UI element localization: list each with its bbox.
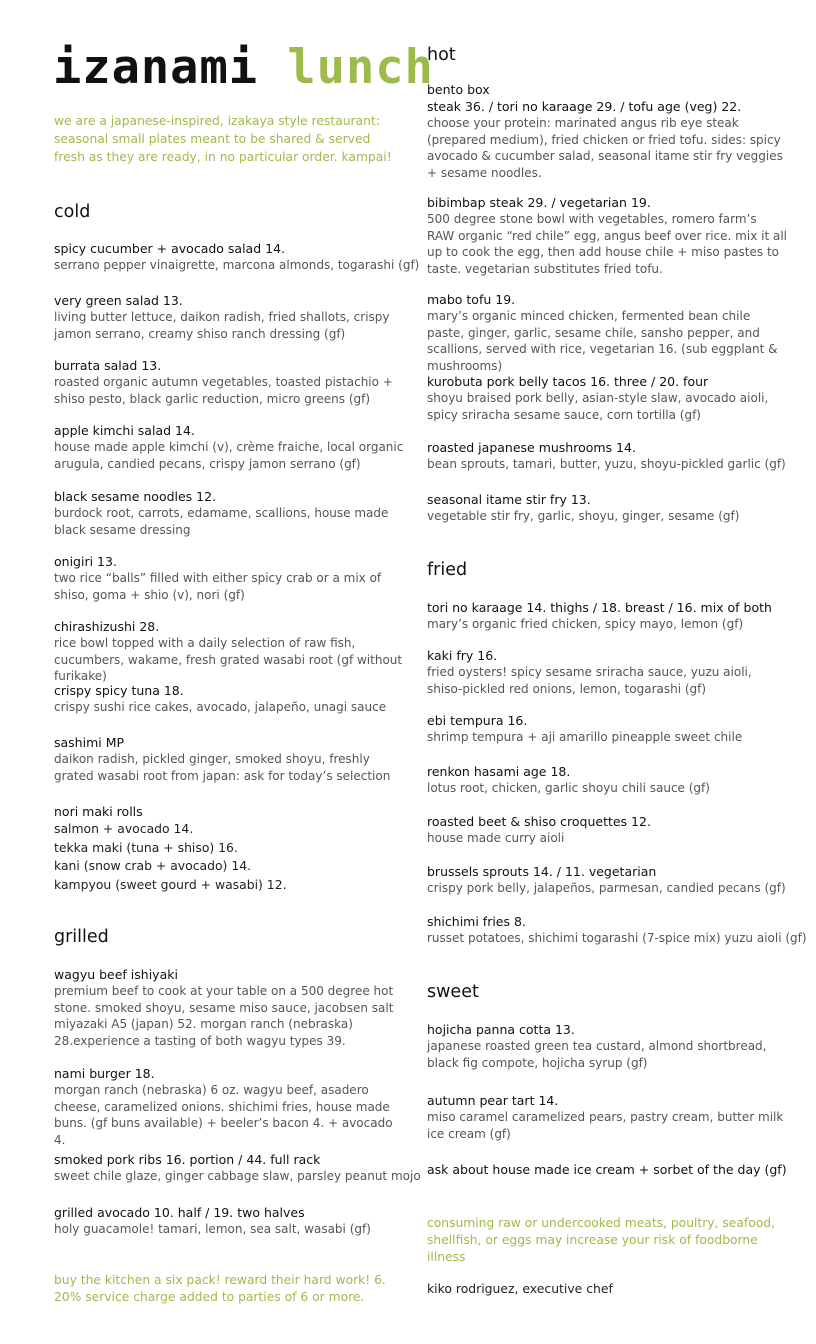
- item-description: crispy pork belly, jalapeños, parmesan, candied pecans (gf): [427, 881, 786, 895]
- menu-item: [427, 1021, 787, 1071]
- menu-item: [427, 863, 787, 897]
- menu-item: [427, 439, 787, 473]
- nori-maki-rolls: [54, 803, 404, 894]
- item-title: very green salad 13.: [54, 293, 183, 308]
- roll-line: salmon + avocado 14.: [54, 821, 194, 836]
- item-description: two rice “balls” filled with either spicy crab or a mix of shiso, goma + shio (v), nori (gf): [54, 571, 382, 602]
- item-description: burdock root, carrots, edamame, scallions, house made black sesame dressing: [54, 506, 389, 537]
- menu-item: [427, 1092, 787, 1142]
- menu-item: [427, 373, 787, 423]
- item-description: fried oysters! spicy sesame sriracha sauce, yuzu aioli, shiso-pickled red onions, lemon, togarashi (gf): [427, 665, 752, 696]
- item-description: choose your protein: marinated angus rib eye steak (prepared medium), fried chicken or fried tofu. sides: spicy avocado & cucumber salad, seasonal itame stir fry veggies + sesame noodles.: [427, 116, 783, 180]
- foodborne-illness-warning: consuming raw or undercooked meats, poultry, seafood, shellfish, or eggs may increase your risk of foodborne illness: [427, 1216, 775, 1264]
- item-title: grilled avocado 10. half / 19. two halves: [54, 1205, 305, 1220]
- item-description: lotus root, chicken, garlic shoyu chili sauce (gf): [427, 781, 710, 795]
- item-title: bento box: [427, 82, 490, 97]
- item-description: house made curry aioli: [427, 831, 565, 845]
- item-description: russet potatoes, shichimi togarashi (7-spice mix) yuzu aioli (gf): [427, 931, 807, 945]
- roll-line: kani (snow crab + avocado) 14.: [54, 858, 252, 873]
- menu-item: [54, 734, 404, 784]
- kitchen-note: [54, 1272, 414, 1306]
- item-description: serrano pepper vinaigrette, marcona almonds, togarashi (gf): [54, 258, 420, 272]
- menu-item: [54, 357, 404, 407]
- menu-item: [427, 81, 787, 181]
- menu-item: [427, 712, 787, 746]
- item-title: sashimi MP: [54, 735, 125, 750]
- menu-item: [427, 913, 807, 947]
- menu-item: [54, 1151, 421, 1185]
- menu-item: [427, 194, 787, 277]
- item-title: smoked pork ribs 16. portion / 44. full rack: [54, 1152, 321, 1167]
- menu-item: [54, 618, 404, 685]
- item-description: shrimp tempura + aji amarillo pineapple sweet chile: [427, 730, 743, 744]
- menu-item: [54, 1204, 404, 1238]
- item-description: mary’s organic minced chicken, fermented bean chile paste, ginger, garlic, sesame chile, sansho pepper, and scallions, served with rice, vegetarian 16. (sub eggplant & mushrooms): [427, 309, 778, 373]
- item-description: sweet chile glaze, ginger cabbage slaw, parsley peanut mojo: [54, 1169, 421, 1183]
- item-description: rice bowl topped with a daily selection of raw fish, cucumbers, wakame, fresh grated wasabi root (gf without furikake): [54, 636, 403, 683]
- menu-item: [427, 1161, 787, 1178]
- menu-item: [54, 966, 404, 1049]
- service-charge-line: 20% service charge added to parties of 6 or more.: [54, 1290, 365, 1304]
- item-price-options: steak 36. / tori no karaage 29. / tofu age (veg) 22.: [427, 99, 742, 114]
- item-title: autumn pear tart 14.: [427, 1093, 559, 1108]
- menu-item: [427, 491, 787, 525]
- menu-item: [427, 813, 787, 847]
- item-description: 500 degree stone bowl with vegetables, romero farm’s RAW organic “red chile” egg, angus beef over rice. mix it all up to cook the egg, then add house chile + miso pastes to taste. vegetarian substitutes fried tofu.: [427, 212, 787, 276]
- intro-text: we are a japanese-inspired, izakaya style restaurant: seasonal small plates meant to be shared & served fresh as they are ready, in no particular order. kampai!: [54, 114, 392, 164]
- section-heading-cold: cold: [54, 202, 91, 222]
- item-title: black sesame noodles 12.: [54, 489, 217, 504]
- menu-item: [54, 1065, 404, 1148]
- item-title: mabo tofu 19.: [427, 292, 516, 307]
- item-description: vegetable stir fry, garlic, shoyu, ginger, sesame (gf): [427, 509, 740, 523]
- item-description: living butter lettuce, daikon radish, fried shallots, crispy jamon serrano, creamy shiso ranch dressing (gf): [54, 310, 390, 341]
- item-title: apple kimchi salad 14.: [54, 423, 195, 438]
- item-description: roasted organic autumn vegetables, toasted pistachio + shiso pesto, black garlic reduction, micro greens (gf): [54, 375, 393, 406]
- item-title: wagyu beef ishiyaki: [54, 967, 178, 982]
- item-title: crispy spicy tuna 18.: [54, 683, 184, 698]
- item-description: daikon radish, pickled ginger, smoked shoyu, freshly grated wasabi root from japan: ask for today’s selection: [54, 752, 391, 783]
- executive-chef: kiko rodriguez, executive chef: [427, 1281, 613, 1296]
- item-title: roasted beet & shiso croquettes 12.: [427, 814, 651, 829]
- item-title: nami burger 18.: [54, 1066, 155, 1081]
- item-description: bean sprouts, tamari, butter, yuzu, shoyu-pickled garlic (gf): [427, 457, 786, 471]
- item-title: brussels sprouts 14. / 11. vegetarian: [427, 864, 657, 879]
- roll-line: tekka maki (tuna + shiso) 16.: [54, 839, 238, 855]
- item-title: burrata salad 13.: [54, 358, 162, 373]
- item-description: crispy sushi rice cakes, avocado, jalapeño, unagi sauce: [54, 700, 387, 714]
- item-title: roasted japanese mushrooms 14.: [427, 440, 636, 455]
- menu-item: [427, 647, 787, 697]
- item-description: holy guacamole! tamari, lemon, sea salt, wasabi (gf): [54, 1222, 371, 1236]
- section-heading-hot: hot: [427, 45, 456, 65]
- menu-item: [54, 292, 404, 342]
- item-title: ebi tempura 16.: [427, 713, 528, 728]
- item-title: tori no karaage 14. thighs / 18. breast / 16. mix of both: [427, 600, 772, 615]
- six-pack-line: buy the kitchen a six pack! reward their hard work! 6.: [54, 1273, 386, 1287]
- section-heading-fried: fried: [427, 560, 468, 580]
- item-description: shoyu braised pork belly, asian-style slaw, avocado aioli, spicy sriracha sesame sauce, corn tortilla (gf): [427, 391, 769, 422]
- menu-item: [427, 291, 787, 374]
- item-title: nori maki rolls: [54, 804, 143, 819]
- item-title: ask about house made ice cream + sorbet of the day (gf): [427, 1162, 787, 1177]
- item-description: miso caramel caramelized pears, pastry cream, butter milk ice cream (gf): [427, 1110, 784, 1141]
- item-description: morgan ranch (nebraska) 6 oz. wagyu beef, asadero cheese, caramelized onions. shichimi fries, house made buns. (gf buns available) + beeler’s bacon 4. + avocado 4.: [54, 1083, 393, 1147]
- menu-item: [54, 553, 404, 603]
- item-title: shichimi fries 8.: [427, 914, 526, 929]
- menu-subtitle: lunch: [287, 40, 434, 95]
- menu-item: [54, 682, 404, 716]
- menu-item: [54, 488, 404, 538]
- section-heading-sweet: sweet: [427, 982, 479, 1002]
- item-title: chirashizushi 28.: [54, 619, 160, 634]
- item-title: seasonal itame stir fry 13.: [427, 492, 591, 507]
- item-description: mary’s organic fried chicken, spicy mayo, lemon (gf): [427, 617, 744, 631]
- item-description: house made apple kimchi (v), crème fraiche, local organic arugula, candied pecans, crispy jamon serrano (gf): [54, 440, 404, 471]
- item-title: spicy cucumber + avocado salad 14.: [54, 241, 285, 256]
- item-description: premium beef to cook at your table on a 500 degree hot stone. smoked shoyu, sesame miso sauce, jacobsen salt miyazaki A5 (japan) 52. morgan ranch (nebraska) 28.experience a tasting of both wagyu types 39.: [54, 984, 394, 1048]
- menu-item: [54, 422, 404, 472]
- menu-item: [54, 240, 420, 274]
- menu-item: [427, 599, 787, 633]
- item-title: bibimbap steak 29. / vegetarian 19.: [427, 195, 651, 210]
- item-title: renkon hasami age 18.: [427, 764, 571, 779]
- item-description: japanese roasted green tea custard, almond shortbread, black fig compote, hojicha syrup (gf): [427, 1039, 767, 1070]
- roll-line: kampyou (sweet gourd + wasabi) 12.: [54, 876, 287, 892]
- section-heading-grilled: grilled: [54, 927, 109, 947]
- item-title: hojicha panna cotta 13.: [427, 1022, 575, 1037]
- menu-item: [427, 763, 787, 797]
- item-title: kurobuta pork belly tacos 16. three / 20. four: [427, 374, 709, 389]
- item-title: onigiri 13.: [54, 554, 117, 569]
- item-title: kaki fry 16.: [427, 648, 498, 663]
- restaurant-logo: [53, 40, 434, 95]
- brand-name: izanami: [53, 40, 259, 95]
